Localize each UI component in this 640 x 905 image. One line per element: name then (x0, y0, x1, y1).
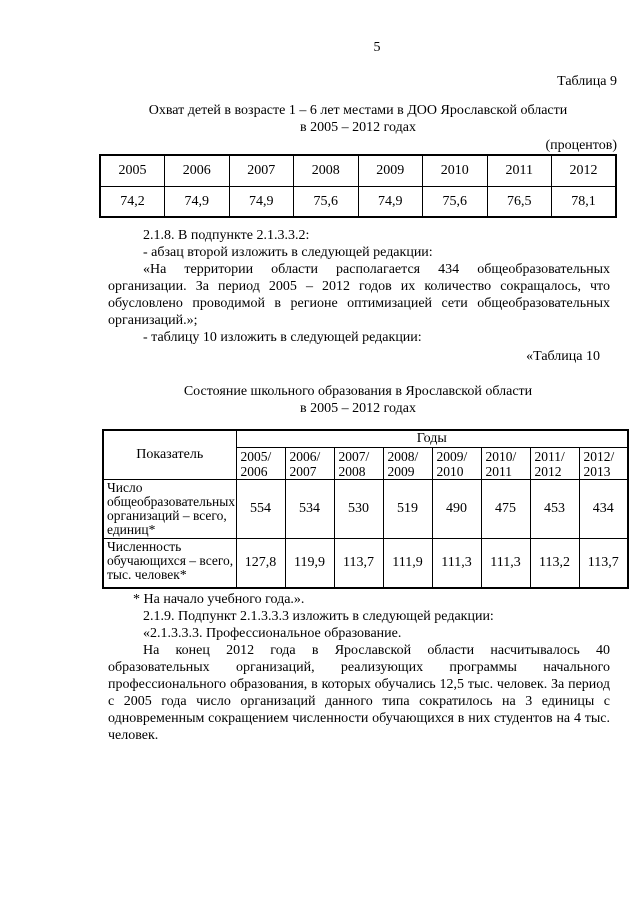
table9-title (99, 102, 617, 136)
table9-year-cell: 2012 (552, 155, 617, 186)
table10-year-cell: 2005/ 2006 (236, 447, 285, 479)
table10 (102, 429, 629, 589)
table10-row-students (103, 538, 628, 588)
table9-year-cell: 2009 (358, 155, 423, 186)
value-cell: 490 (432, 479, 481, 538)
table10-year-cell: 2012/ 2013 (579, 447, 628, 479)
table10-title (99, 383, 617, 417)
table9-year-cell: 2011 (487, 155, 552, 186)
table10-title-line1: Состояние школьного образования в Ярославской области (183, 384, 533, 399)
table10-year-cell: 2007/ 2008 (334, 447, 383, 479)
value-cell: 434 (579, 479, 628, 538)
paragraph-prof-education: На конец 2012 года в Ярославской области насчитывалось 40 образовательных организаций, реализующих программы начального профессионального образования, в которых обучались 12,5 тыс. человек. За период с 2005 года число организаций данного типа сократилось на 3 единицы с одновременным сокращением численности обучающихся в них студентов на 4 тыс. человек. (108, 643, 610, 743)
table9-caption: Таблица 9 (557, 74, 617, 89)
table9-year-cell: 2007 (229, 155, 294, 186)
table9-value-cell: 74,9 (165, 186, 230, 217)
table9 (99, 154, 617, 218)
table10-year-cell: 2010/ 2011 (481, 447, 530, 479)
value-cell: 554 (236, 479, 285, 538)
value-cell: 111,3 (432, 538, 481, 588)
page-content (99, 0, 617, 744)
indicator-column-header: Показатель (103, 430, 236, 479)
table10-header-row (103, 430, 628, 447)
paragraph-abzac: - абзац второй изложить в следующей редакции: (143, 245, 433, 260)
table9-value-cell: 74,9 (229, 186, 294, 217)
table9-title-line1: Охват детей в возрасте 1 – 6 лет местами в ДОО Ярославской области (148, 103, 568, 118)
table9-value-cell: 74,2 (100, 186, 165, 217)
table9-value-cell: 78,1 (552, 186, 617, 217)
table10-footnote: * На начало учебного года.». (133, 592, 305, 607)
value-cell: 519 (383, 479, 432, 538)
table9-year-cell: 2008 (294, 155, 359, 186)
value-cell: 113,7 (334, 538, 383, 588)
table10-year-cell: 2009/ 2010 (432, 447, 481, 479)
table10-title-line2: в 2005 – 2012 годах (300, 401, 416, 416)
body-text-block-1 (108, 227, 610, 346)
value-cell: 475 (481, 479, 530, 538)
table9-values-row (100, 186, 616, 217)
paragraph-territory: «На территории области располагается 434 общеобразовательных организации. За период 2005 – 2012 годов их количество сокращалось, что обусловлено проводимой в регионе оптимизацией сети общеобразовательных организаций.»; (108, 262, 610, 328)
value-cell: 113,2 (530, 538, 579, 588)
value-cell: 534 (285, 479, 334, 538)
row-label: Число общеобразовательных организаций – всего, единиц* (103, 479, 236, 538)
row-label: Численность обучающихся – всего, тыс. человек* (103, 538, 236, 588)
table9-years-row (100, 155, 616, 186)
paragraph-table10-intro: - таблицу 10 изложить в следующей редакции: (143, 330, 422, 345)
table9-value-cell: 76,5 (487, 186, 552, 217)
page-number: 5 (373, 40, 381, 55)
table9-value-cell: 74,9 (358, 186, 423, 217)
paragraph-2-1-9: 2.1.9. Подпункт 2.1.3.3.3 изложить в следующей редакции: (143, 609, 494, 624)
paragraph-2-1-3-3-3: «2.1.3.3.3. Профессиональное образование. (143, 626, 402, 641)
years-group-header: Годы (236, 430, 628, 447)
value-cell: 119,9 (285, 538, 334, 588)
table9-units-label: (процентов) (545, 138, 617, 153)
table10-caption: «Таблица 10 (526, 349, 600, 364)
table9-year-cell: 2005 (100, 155, 165, 186)
table9-value-cell: 75,6 (423, 186, 488, 217)
table9-year-cell: 2006 (165, 155, 230, 186)
value-cell: 111,3 (481, 538, 530, 588)
value-cell: 113,7 (579, 538, 628, 588)
body-text-block-2 (108, 591, 610, 744)
paragraph-2-1-8: 2.1.8. В подпункте 2.1.3.3.2: (143, 228, 310, 243)
table10-year-cell: 2011/ 2012 (530, 447, 579, 479)
table10-year-cell: 2006/ 2007 (285, 447, 334, 479)
value-cell: 453 (530, 479, 579, 538)
table9-year-cell: 2010 (423, 155, 488, 186)
table10-row-organizations (103, 479, 628, 538)
value-cell: 530 (334, 479, 383, 538)
value-cell: 127,8 (236, 538, 285, 588)
table9-title-line2: в 2005 – 2012 годах (300, 120, 416, 135)
table10-year-cell: 2008/ 2009 (383, 447, 432, 479)
value-cell: 111,9 (383, 538, 432, 588)
table9-value-cell: 75,6 (294, 186, 359, 217)
